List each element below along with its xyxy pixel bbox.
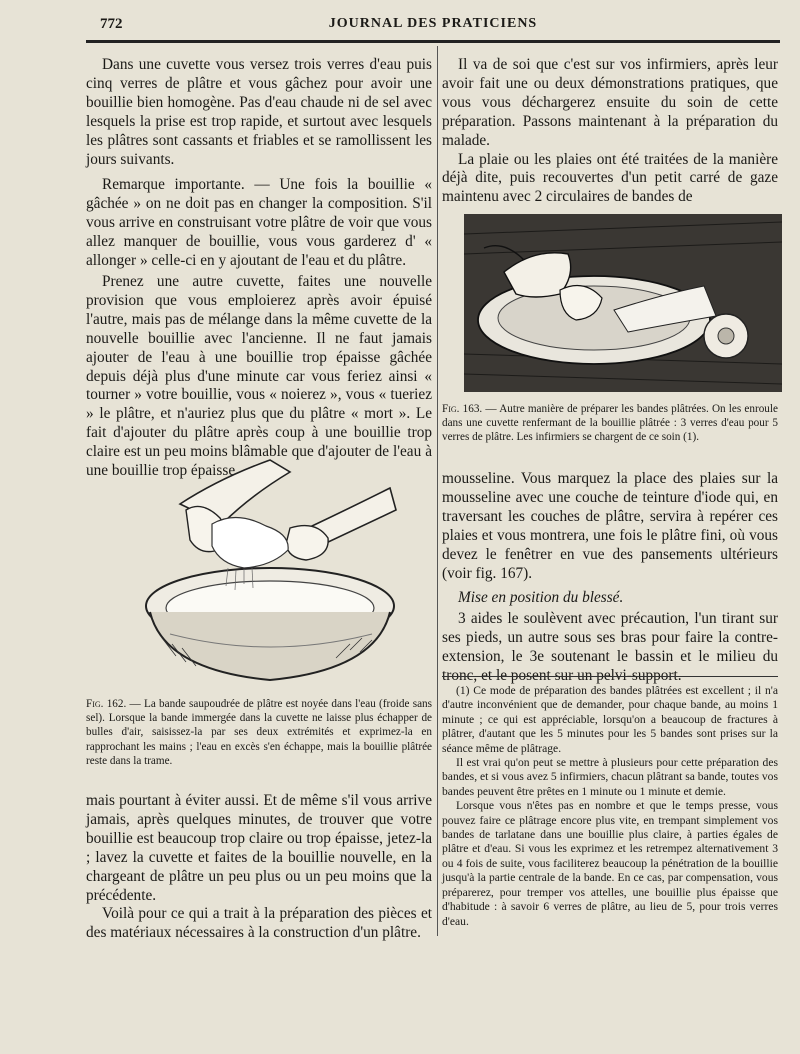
- left-column-top: [86, 56, 432, 481]
- paragraph-infirmiers: Il va de soi que c'est sur vos infirmiers, après leur avoir fait une ou deux démonstrations pratiques, que vous vous déchargerez ensuite du soin de cette préparation. Passons maintenant à la préparation du malade.: [442, 56, 778, 149]
- figure-162-text: — La bande saupoudrée de plâtre est noyée dans l'eau (froide sans sel). Lorsque la bande immergée dans la cuvette ne laisse plus échapper de bulles d'air, saisissez-la par ses deux extrémités et exprimez-la en rapprochant les mains ; l'eau en excès s'en échappe, mais la bouillie plâtrée reste dans la trame.: [86, 698, 432, 767]
- paragraph-mixing: Dans une cuvette vous versez trois verres d'eau puis cinq verres de plâtre et vous gâchez pour avoir une bouillie bien homogène. Pas d'eau chaude ni de sel avec lesquels la prise est trop rapide, et surtout avec lesquels les plâtres sont cassants et friables et se ramollissent les jours suivants.: [86, 56, 432, 168]
- figure-162-illustration: [140, 448, 400, 688]
- journal-title: JOURNAL DES PRATICIENS: [328, 16, 538, 31]
- footnotes: [442, 684, 778, 929]
- paragraph-nouvelle-provision: Prenez une autre cuvette, faites une nouvelle provision que vous emploierez après avoir épuisé l'autre, mais pas de mélange dans la même cuvette de la nouvelle bouillie avec l'ancienne. Il ne faut jamais ajouter de l'eau à une bouillie trop épaisse gâchée depuis déjà plus d'une minute car vous feriez ainsi « tourner » votre bouillie, vous « noierez », vous « tueriez » le plâtre, et n'auriez plus que du plâtre « mort ». Le fait d'ajouter du plâtre après coup à une bouillie trop claire est un peu moins blâmable que d'ajouter de l'eau à une bouillie trop épaisse,: [86, 272, 432, 480]
- subheading-mise-en-position: Mise en position du blessé.: [458, 589, 624, 607]
- right-column-top: [442, 56, 778, 207]
- page-header: [86, 14, 780, 42]
- figure-163-illustration: [464, 214, 782, 392]
- figure-163-text: — Autre manière de préparer les bandes plâtrées. On les enroule dans une cuvette renfermant de la bouillie plâtrée : 3 verres d'eau pour 5 verres de plâtre. Les infirmiers se chargent de ce soin (1).: [442, 403, 778, 444]
- paragraph-mousseline: mousseline. Vous marquez la place des plaies sur la mousseline avec une couche de teinture d'iode qui, en traversant les couches de plâtre, servira à repérer ces plaies et vous montrera, une fois le plâtre fini, où vous devez le fenêtrer en vue des pansements ultérieurs (voir fig. 167).: [442, 470, 778, 582]
- footnote-3: Lorsque vous n'êtes pas en nombre et que le temps presse, vous pouvez faire ce plâtrage encore plus vite, en trempant simplement vos bandes de tarlatane dans une bouillie plus claire, à parties égales de plâtre et d'eau. Si vous les exprimez et les retrempez alternativement 3 ou 4 fois de suite, vous faciliterez beaucoup la pénétration de la bouillie jusqu'à la partie centrale de la bande. En ce cas, par compensation, vous préparerez, pour tremper vos attelles, une bouillie plus épaisse que d'habitude : à savoir 6 verres de plâtre, au lieu de 5, pour trois verres d'eau.: [442, 799, 778, 928]
- footnote-rule: [442, 676, 778, 677]
- right-column-middle: [442, 470, 778, 686]
- figure-162-caption: [86, 697, 432, 768]
- footnote-1: (1) Ce mode de préparation des bandes plâtrées est excellent ; il n'a d'autre inconvénient que de demander, pour chaque bande, au moins 1 minute ; ce qui est appréciable, lorsqu'on a beaucoup de fractures à plâtrer, d'autant que les 5 minutes pour les 5 bandes sont prises sur la séance même de plâtrage.: [442, 684, 778, 755]
- header-rule: [86, 40, 780, 43]
- figure-163-label: Fig. 163.: [442, 403, 483, 415]
- left-column-bottom: [86, 792, 432, 943]
- figure-163-caption: [442, 402, 778, 445]
- paragraph-voila: Voilà pour ce qui a trait à la préparation des pièces et des matériaux nécessaires à la construction d'un plâtre.: [86, 905, 432, 942]
- footnote-2: Il est vrai qu'on peut se mettre à plusieurs pour cette préparation des bandes, et si vous avez 5 infirmiers, chacun plâtrant sa bande, toutes vos bandes peuvent être prêtes en 1 minute ou 1 minute et demie.: [442, 756, 778, 798]
- column-divider: [437, 46, 438, 936]
- paragraph-remarque: Remarque importante. — Une fois la bouillie « gâchée » on ne doit pas en changer la composition. S'il vous arrive en construisant votre plâtre de voir que vous allez manquer de bouillie, vous vous garderez d' « allonger » celle-ci en y ajoutant de l'eau et du plâtre.: [86, 176, 432, 270]
- paragraph-aides: 3 aides le soulèvent avec précaution, l'un tirant sur ses pieds, un autre sous ses bras pour faire la contre-extension, le 3e soutenant le bassin et le milieu du tronc, et le posent sur un pelvi-support.: [442, 610, 778, 685]
- paragraph-eviter: mais pourtant à éviter aussi. Et de même s'il vous arrive jamais, après quelques minutes, de trouver que votre bouillie est beaucoup trop claire ou trop épaisse, jetez-la ; lavez la cuvette et faites de la bouillie nouvelle, en la chargeant de plâtre un peu plus ou un peu moins que la précédente.: [86, 792, 432, 904]
- page-number: 772: [100, 16, 123, 32]
- figure-162-label: Fig. 162.: [86, 698, 127, 710]
- paragraph-plaies: La plaie ou les plaies ont été traitées de la manière déjà dite, puis recouvertes d'un petit carré de gaze maintenu avec 2 circulaires de bandes de: [442, 150, 778, 206]
